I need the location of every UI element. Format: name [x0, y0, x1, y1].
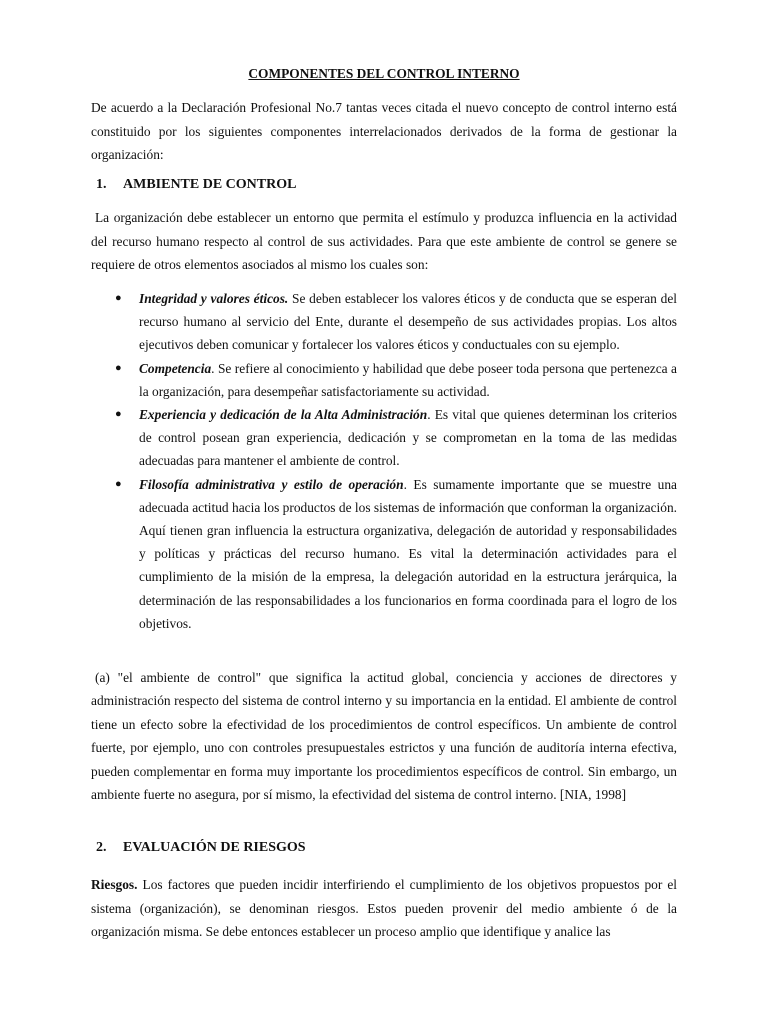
- control-elements-list: [91, 287, 677, 635]
- document-title: COMPONENTES DEL CONTROL INTERNO: [248, 66, 520, 81]
- list-item: [91, 357, 677, 403]
- list-item: [91, 473, 677, 635]
- risks-term: Riesgos.: [91, 877, 138, 892]
- bullet-term: Filosofía administrativa y estilo de operación: [139, 476, 404, 492]
- section-1-heading: [96, 177, 296, 193]
- section-1-paragraph: La organización debe establecer un entorno que permita el estímulo y produzca influencia en la actividad del recurso humano respecto al control de sus actividades. Para que este ambiente de control se genere se requiere de otros elementos asociados al mismo los cuales son:: [91, 210, 677, 272]
- bullet-term: Experiencia y dedicación de la Alta Administración: [139, 407, 428, 423]
- bullet-text: . Es sumamente importante que se muestre una adecuada actitud hacia los productos de los sistemas de información que conforman la organización. Aquí tienen gran influencia la estructura organizativa, delegación de autoridad y responsabilidades y políticas y prácticas del recurso humano. Es vital la determinación actividades para el cumplimiento de la misión de la empresa, la delegación autoridad en la estructura jerárquica, la determinación de las responsabilidades a los funcionarios en forma coordinada para el logro de los objetivos.: [139, 476, 677, 631]
- bullet-text: . Se refiere al conocimiento y habilidad que debe poseer toda persona que pertenezca a la organización, para desempeñar satisfactoriamente su actividad.: [139, 360, 677, 399]
- bullet-text: . Es vital que quienes determinan los criterios de control posean gran experiencia, dedicación y se comprometan en la toma de las medidas adecuadas para mantener el ambiente de control.: [139, 407, 677, 469]
- list-item: [91, 287, 677, 357]
- bullet-term: Competencia: [139, 360, 212, 376]
- risks-text: Los factores que pueden incidir interfiriendo el cumplimiento de los objetivos propuestos por el sistema (organización), se denominan riesgos. Estos pueden provenir del medio ambiente ó de la organización misma. Se debe entonces establecer un proceso amplio que identifique y analice las: [91, 877, 677, 939]
- list-item: [91, 403, 677, 473]
- section-1-title: AMBIENTE DE CONTROL: [123, 177, 297, 192]
- section-1-number: 1.: [96, 177, 107, 192]
- bullet-icon: ●: [115, 292, 122, 304]
- bullet-term: Integridad y valores éticos.: [139, 291, 289, 306]
- bullet-icon: ●: [115, 361, 122, 374]
- section-2-number: 2.: [96, 840, 107, 855]
- intro-paragraph: De acuerdo a la Declaración Profesional No.7 tantas veces citada el nuevo concepto de control interno está constituido por los siguientes componentes interrelacionados derivados de la forma de gestionar la organización:: [91, 100, 677, 162]
- control-environment-note: (a) "el ambiente de control" que significa la actitud global, conciencia y acciones de directores y administración respecto del sistema de control interno y su importancia en la entidad. El ambiente de control tiene un efecto sobre la efectividad de los procedimientos de control específicos. Un ambiente de control fuerte, por ejemplo, uno con controles presupuestales estrictos y una función de auditoría interna efectiva, pueden complementar en forma muy importante los procedimientos específicos de control. Sin embargo, un ambiente fuerte no asegura, por sí mismo, la efectividad del sistema de control interno. [NIA, 1998]: [91, 670, 677, 803]
- section-2-paragraph: [91, 873, 677, 944]
- section-2-title: EVALUACIÓN DE RIESGOS: [123, 840, 306, 855]
- bullet-icon: ●: [115, 408, 122, 421]
- bullet-icon: ●: [115, 477, 122, 490]
- section-2-heading: [96, 840, 306, 856]
- bullet-text: Se deben establecer los valores éticos y de conducta que se esperan del recurso humano al servicio del Ente, durante el desempeño de sus actividades propias. Los altos ejecutivos deben comunicar y fortalecer los valores éticos y conductuales con su ejemplo.: [139, 291, 677, 353]
